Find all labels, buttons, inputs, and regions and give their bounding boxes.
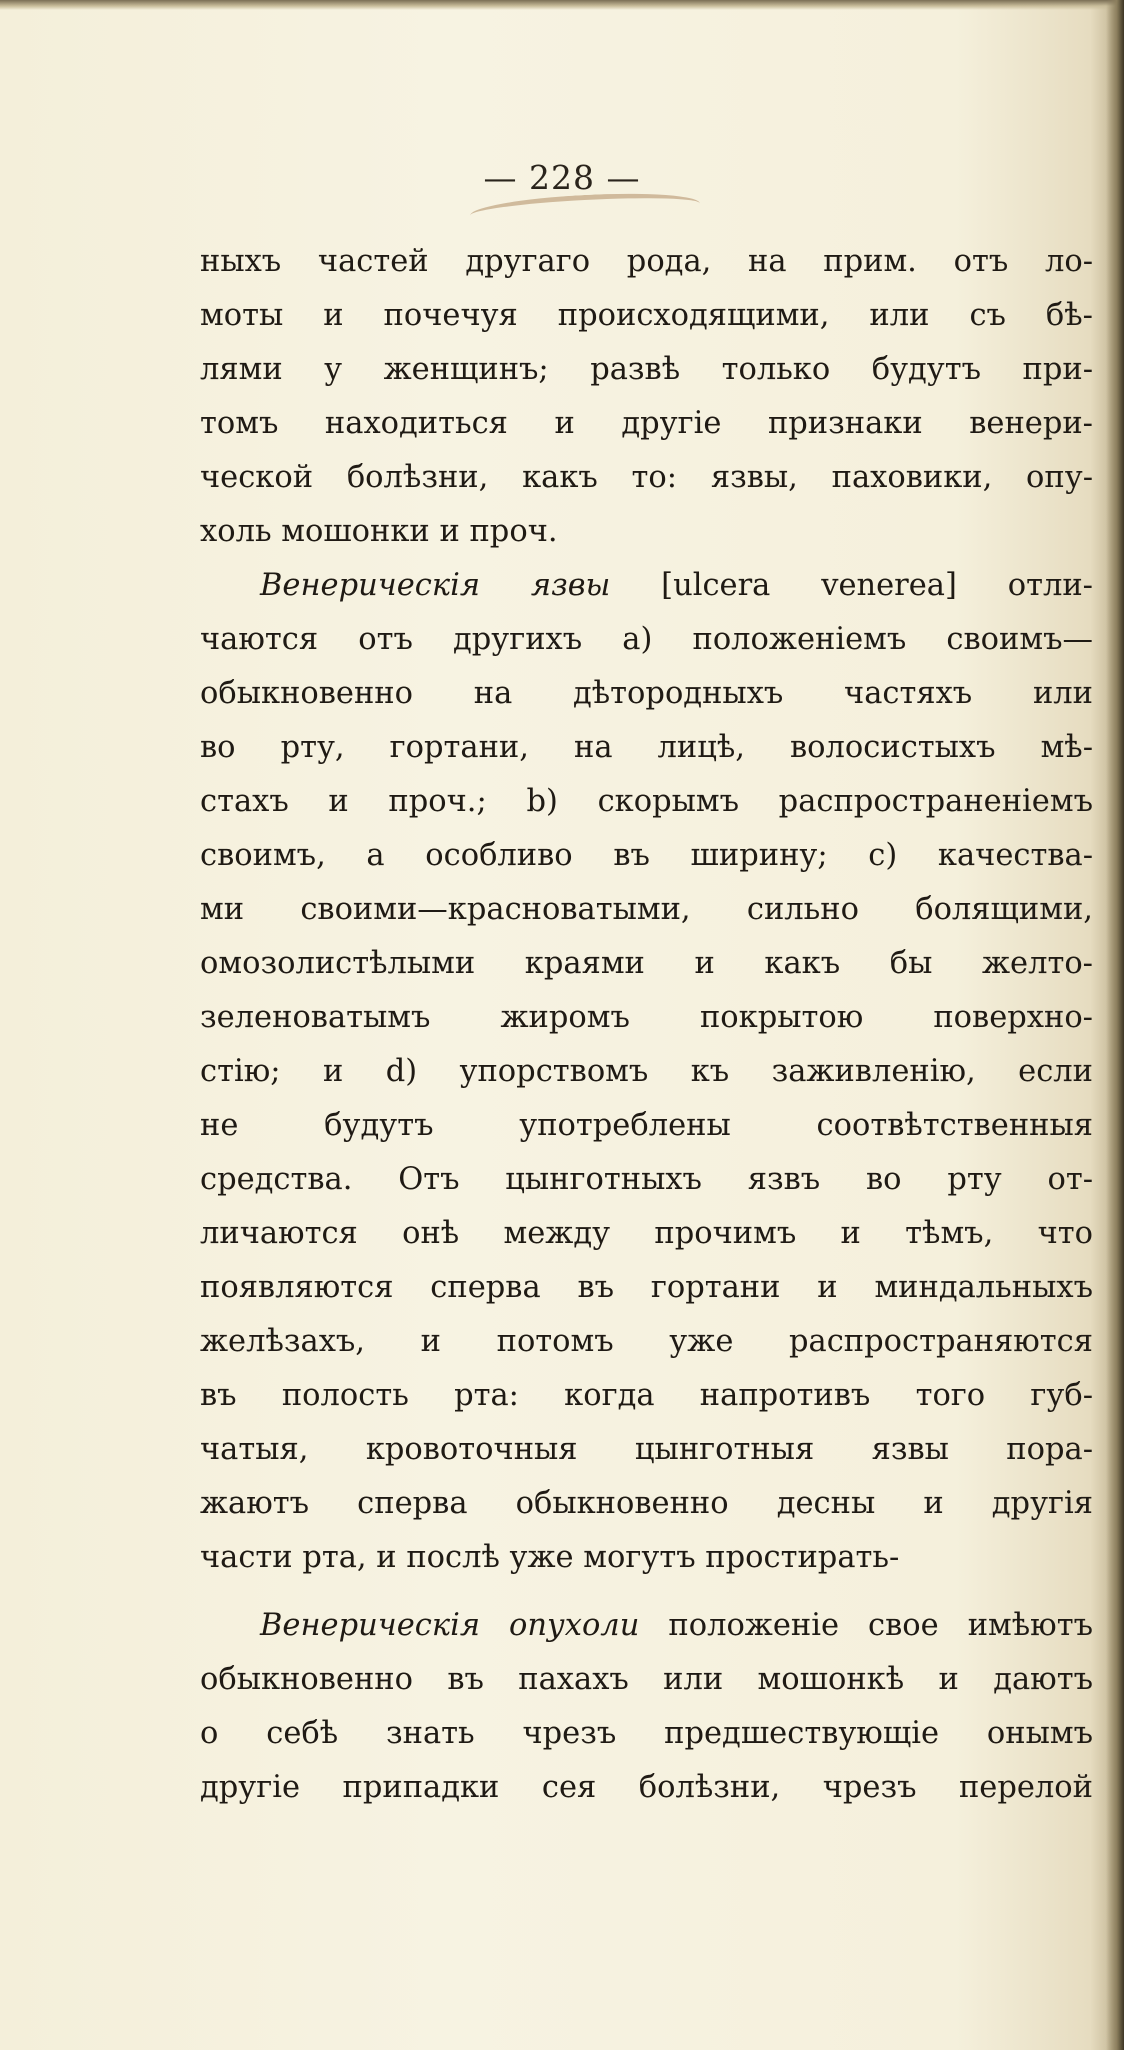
text-line: стію; и d) упорствомъ къ заживленію, если <box>200 1054 1093 1089</box>
text-line: въ полость рта: когда напротивъ того губ- <box>200 1378 1093 1413</box>
text-line: стахъ и проч.; b) скорымъ распространеніемъ <box>200 784 1093 819</box>
text-line: чаются отъ другихъ a) положеніемъ своимъ— <box>200 622 1093 657</box>
text-line: другіе припадки сея болѣзни, чрезъ перелой <box>200 1770 1093 1805</box>
page-number: — 228 — <box>483 158 641 197</box>
text-line: не будутъ употреблены соотвѣтственныя <box>200 1108 1093 1143</box>
text-line: чатыя, кровоточныя цынготныя язвы пора- <box>200 1432 1093 1467</box>
text-line: части рта, и послѣ уже могутъ простирать- <box>200 1540 900 1575</box>
text-line: средства. Отъ цынготныхъ язвъ во рту от- <box>200 1162 1093 1197</box>
text-line: во рту, гортани, на лицѣ, волосистыхъ мѣ- <box>200 730 1093 765</box>
paragraph-first-line <box>200 1599 1093 1653</box>
text-line: своимъ, а особливо въ ширину; c) качества- <box>200 838 1093 873</box>
text-line: моты и почечуя происходящими, или съ бѣ- <box>200 298 1093 333</box>
text-line: ныхъ частей другаго рода, на прим. отъ ло- <box>200 244 1093 279</box>
text-line: жаютъ сперва обыкновенно десны и другія <box>200 1486 1093 1521</box>
text-line: желѣзахъ, и потомъ уже распространяются <box>200 1324 1093 1359</box>
text-line: ми своими—красноватыми, сильно болящими, <box>200 892 1093 927</box>
text-line: лями у женщинъ; развѣ только будутъ при- <box>200 352 1093 387</box>
text-line: омозолистѣлыми краями и какъ бы желто- <box>200 946 1093 981</box>
first-line-rest: [ulcera venerea] отли- <box>610 568 1093 603</box>
text-line: холь мошонки и проч. <box>200 514 558 549</box>
paragraph-first-line <box>200 559 1093 613</box>
text-line: о себѣ знать чрезъ предшествующіе онымъ <box>200 1716 1093 1751</box>
page-top-shadow <box>0 0 1124 10</box>
text-line: ческой болѣзни, какъ то: язвы, паховики, опу- <box>200 460 1093 495</box>
text-line: томъ находиться и другіе признаки венери- <box>200 406 1093 441</box>
text-line: личаются онѣ между прочимъ и тѣмъ, что <box>200 1216 1093 1251</box>
text-line: обыкновенно на дѣтородныхъ частяхъ или <box>200 676 1093 711</box>
text-line: обыкновенно въ пахахъ или мошонкѣ и даютъ <box>200 1662 1093 1697</box>
text-line: появляются сперва въ гортани и миндальныхъ <box>200 1270 1093 1305</box>
body-text <box>200 235 1093 1815</box>
italic-term: Венерическія язвы <box>260 568 611 603</box>
page-gutter-shadow <box>1106 0 1124 2050</box>
first-line-rest: положеніе свое имѣютъ <box>639 1608 1093 1643</box>
text-line: зеленоватымъ жиромъ покрытою поверхно- <box>200 1000 1093 1035</box>
italic-term: Венерическія опухоли <box>260 1608 640 1643</box>
